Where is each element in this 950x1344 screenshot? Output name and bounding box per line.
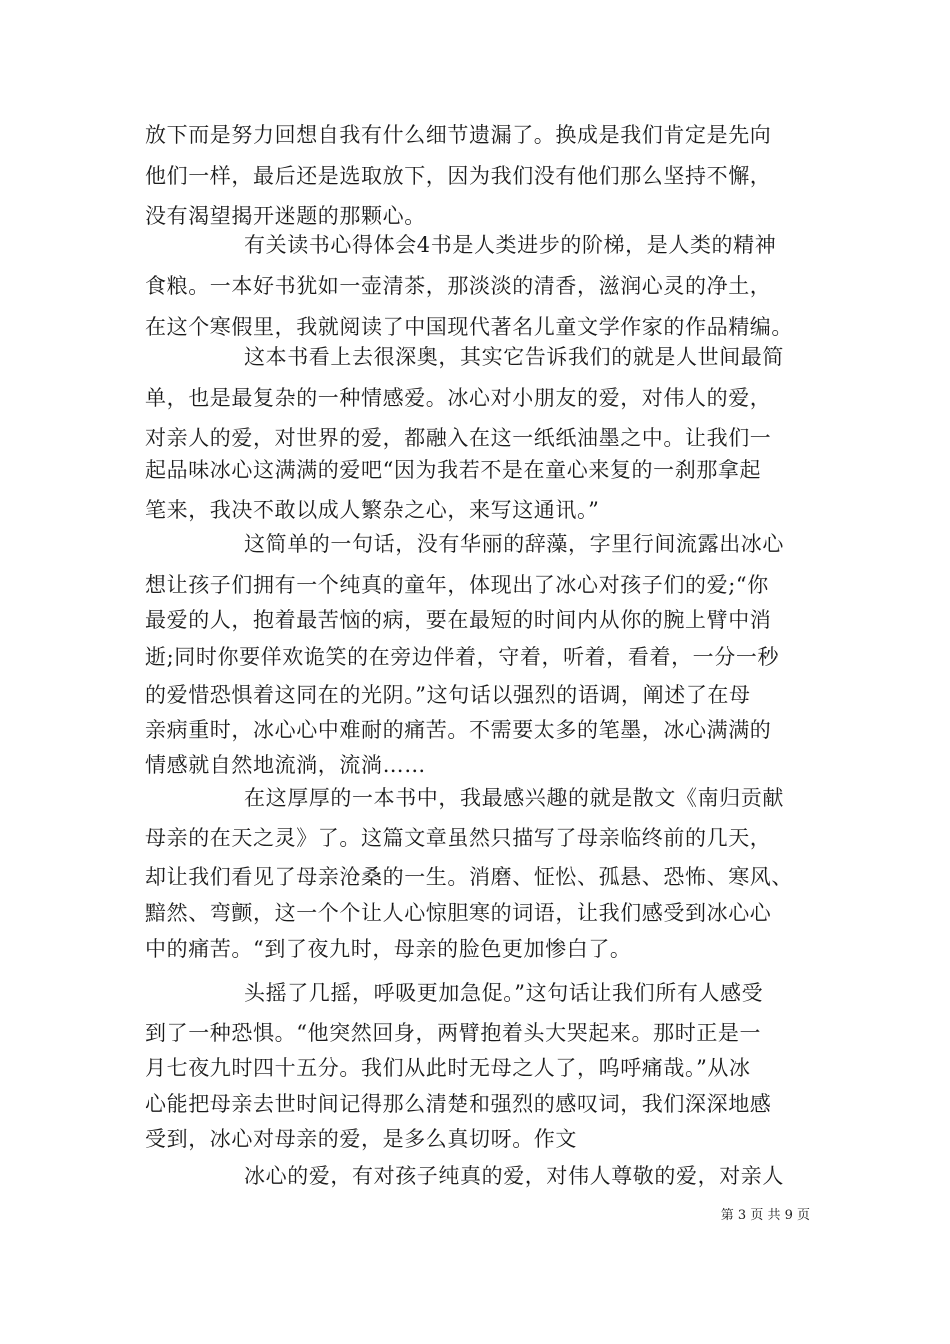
text-line: 笔来，我决不敢以成人繁杂之心，来写这通讯。” xyxy=(145,498,600,522)
text-line: 想让孩子们拥有一个纯真的童年，体现出了冰心对孩子们的爱;“你 xyxy=(145,573,769,597)
page-number: 第 3 页 共 9 页 xyxy=(720,1208,810,1223)
text-line: 放下而是努力回想自我有什么细节遗漏了。换成是我们肯定是先向 xyxy=(145,123,772,147)
paragraph-start-line: 在这厚厚的一本书中，我最感兴趣的就是散文《南归贡献 xyxy=(244,786,784,810)
text-line: 单，也是最复杂的一种情感爱。冰心对小朋友的爱，对伟人的爱， xyxy=(145,386,772,410)
text-line: 到了一种恐惧。“他突然回身，两臂抱着头大哭起来。那时正是一 xyxy=(145,1021,762,1045)
paragraph-start-line: 这本书看上去很深奥，其实它告诉我们的就是人世间最简 xyxy=(244,345,784,369)
text-line: 心能把母亲去世时间记得那么清楚和强烈的感叹词，我们深深地感 xyxy=(145,1092,772,1116)
text-line: 起品味冰心这满满的爱吧“因为我若不是在童心来复的一刹那拿起 xyxy=(145,458,762,482)
text-line: 食粮。一本好书犹如一壶清茶，那淡淡的清香，滋润心灵的净土， xyxy=(145,274,772,298)
text-line: 亲病重时，冰心心中难耐的痛苦。不需要太多的笔墨，冰心满满的 xyxy=(145,718,772,742)
text-line: 没有渴望揭开迷题的那颗心。 xyxy=(145,204,426,228)
paragraph-start-line: 这简单的一句话，没有华丽的辞藻，字里行间流露出冰心 xyxy=(244,532,784,556)
text-line: 对亲人的爱，对世界的爱，都融入在这一纸纸油墨之中。让我们一 xyxy=(145,426,772,450)
text-line: 的爱惜恐惧着这同在的光阴。”这句话以强烈的语调，阐述了在母 xyxy=(145,683,751,707)
text-line: 却让我们看见了母亲沧桑的一生。消磨、怔忪、孤悬、恐怖、寒风、 xyxy=(145,865,793,889)
text-line: 情感就自然地流淌，流淌…… xyxy=(145,753,426,777)
paragraph-start-line: 头摇了几摇，呼吸更加急促。”这句话让我们所有人感受 xyxy=(244,981,764,1005)
paragraph-start-line: 有关读书心得体会4书是人类进步的阶梯，是人类的精神 xyxy=(244,233,777,257)
text-line: 在这个寒假里，我就阅读了中国现代著名儿童文学作家的作品精编。 xyxy=(145,315,793,339)
text-line: 中的痛苦。“到了夜九时，母亲的脸色更加惨白了。 xyxy=(145,937,632,961)
text-line: 最爱的人，抱着最苦恼的病，要在最短的时间内从你的腕上臂中消 xyxy=(145,608,772,632)
text-line: 黯然、弯颤，这一个个让人心惊胆寒的词语，让我们感受到冰心心 xyxy=(145,901,772,925)
text-line: 母亲的在天之灵》了。这篇文章虽然只描写了母亲临终前的几天， xyxy=(145,826,772,850)
paragraph-start-line: 冰心的爱，有对孩子纯真的爱，对伟人尊敬的爱，对亲人 xyxy=(244,1164,784,1188)
text-line: 受到，冰心对母亲的爱，是多么真切呀。作文 xyxy=(145,1127,577,1151)
text-line: 逝;同时你要佯欢诡笑的在旁边伴着，守着，听着，看着，一分一秒 xyxy=(145,645,780,669)
text-line: 他们一样，最后还是选取放下，因为我们没有他们那么坚持不懈， xyxy=(145,164,772,188)
text-line: 月七夜九时四十五分。我们从此时无母之人了，呜呼痛哉。”从冰 xyxy=(145,1056,751,1080)
